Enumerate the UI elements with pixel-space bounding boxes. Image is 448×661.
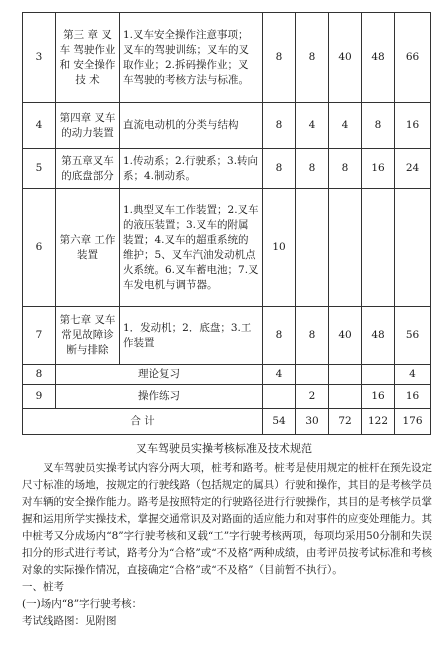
hours-cell bbox=[329, 189, 362, 307]
chapter-cell: 第三 章 叉车 驾驶作业和 安全操作技 术 bbox=[56, 13, 120, 103]
total-label: 合 计 bbox=[23, 409, 263, 435]
hours-cell bbox=[296, 365, 329, 385]
row-index: 4 bbox=[23, 103, 56, 149]
row-index: 7 bbox=[23, 307, 56, 365]
body-text bbox=[22, 460, 432, 630]
hours-cell: 48 bbox=[362, 307, 395, 365]
hours-cell: 8 bbox=[296, 13, 329, 103]
hours-cell: 40 bbox=[329, 13, 362, 103]
hours-cell: 40 bbox=[329, 307, 362, 365]
chapter-cell: 第五章叉车的底盘部分 bbox=[56, 149, 120, 189]
chapter-cell: 第七章 叉车常见故障诊断与排除 bbox=[56, 307, 120, 365]
total-hours-cell bbox=[395, 189, 431, 307]
hours-cell: 16 bbox=[362, 385, 395, 409]
practice-label: 操作练习 bbox=[56, 385, 263, 409]
hours-cell: 4 bbox=[329, 103, 362, 149]
total-hours-cell: 16 bbox=[395, 385, 431, 409]
hours-cell: 8 bbox=[263, 307, 296, 365]
hours-cell: 8 bbox=[263, 103, 296, 149]
table-row bbox=[23, 103, 431, 149]
hours-cell: 54 bbox=[263, 409, 296, 435]
content-cell: 1.传动系；2.行驶系；3.转向系；4.制动系。 bbox=[120, 149, 263, 189]
table-row bbox=[23, 149, 431, 189]
table-caption: 叉车驾驶员实操考核标准及技术规范 bbox=[136, 442, 312, 455]
route-note: 考试线路图：见附图 bbox=[22, 615, 117, 627]
table-row-review bbox=[23, 365, 431, 385]
hours-cell: 8 bbox=[263, 149, 296, 189]
hours-cell: 30 bbox=[296, 409, 329, 435]
row-index: 8 bbox=[23, 365, 56, 385]
content-cell: 1．发动机；2．底盘；3.工作装置 bbox=[120, 307, 263, 365]
hours-cell: 8 bbox=[263, 13, 296, 103]
hours-cell: 16 bbox=[362, 149, 395, 189]
hours-cell bbox=[362, 365, 395, 385]
hours-cell: 8 bbox=[296, 307, 329, 365]
table-row bbox=[23, 13, 431, 103]
intro-paragraph: 叉车驾驶员实操考试内容分两大项，桩考和路考。桩考是使用规定的桩杆在预先设定尺寸标准的场地，按规定的行驶线路（包括规定的属具）行驶和操作，其目的是考核学员对车辆的安全操作能力。路考是按照特定的行驶路径进行行驶操作，其目的是考核学员掌握和运用所学实操技术，掌握交通常识及对路面的适应能力和对事件的应变处理能力。其中桩考又分成场内“8”字行驶考核和叉载“工”字行驶考核两项，每项均采用50分制和失误扣分的形式进行考试，路考分为“合格”或“不及格”两种成绩，由考评员按考试标准和考核对象的实际操作情况，直接确定“合格”或“不及格”（目前暂不执行）。 bbox=[22, 462, 432, 576]
row-index: 5 bbox=[23, 149, 56, 189]
table-row bbox=[23, 189, 431, 307]
hours-cell bbox=[263, 385, 296, 409]
total-hours-cell: 176 bbox=[395, 409, 431, 435]
review-label: 理论复习 bbox=[56, 365, 263, 385]
row-index: 3 bbox=[23, 13, 56, 103]
total-hours-cell: 56 bbox=[395, 307, 431, 365]
hours-cell: 8 bbox=[296, 149, 329, 189]
total-hours-cell: 16 bbox=[395, 103, 431, 149]
table-row-total bbox=[23, 409, 431, 435]
total-hours-cell: 66 bbox=[395, 13, 431, 103]
hours-cell: 122 bbox=[362, 409, 395, 435]
hours-cell: 10 bbox=[263, 189, 296, 307]
row-index: 9 bbox=[23, 385, 56, 409]
hours-cell: 4 bbox=[296, 103, 329, 149]
hours-cell bbox=[329, 385, 362, 409]
hours-cell bbox=[362, 189, 395, 307]
curriculum-table bbox=[22, 12, 431, 435]
hours-cell bbox=[329, 365, 362, 385]
table-row bbox=[23, 307, 431, 365]
chapter-cell: 第六章 工作装置 bbox=[56, 189, 120, 307]
content-cell: 直流电动机的分类与结构 bbox=[120, 103, 263, 149]
hours-cell: 2 bbox=[296, 385, 329, 409]
table-row-practice bbox=[23, 385, 431, 409]
total-hours-cell: 24 bbox=[395, 149, 431, 189]
hours-cell: 8 bbox=[362, 103, 395, 149]
hours-cell: 48 bbox=[362, 13, 395, 103]
hours-cell: 72 bbox=[329, 409, 362, 435]
content-cell: 1.叉车安全操作注意事项；叉车的驾驶训练；叉车的叉取作业；2.拆码操作业；叉车驾驶的考核方法与标准。 bbox=[120, 13, 263, 103]
content-cell: 1.典型叉车工作装置；2.叉车的液压装置；3.叉车的附属装置；4.叉车的超重系统的维护；5、叉车汽油发动机点火系统。6.叉车蓄电池；7.叉车发电机与调节器。 bbox=[120, 189, 263, 307]
chapter-cell: 第四章 叉车的动力装置 bbox=[56, 103, 120, 149]
subsection-heading: (一)场内“8”字行驶考核： bbox=[22, 598, 143, 610]
hours-cell: 8 bbox=[329, 149, 362, 189]
hours-cell: 4 bbox=[263, 365, 296, 385]
section-heading: 一、桩考 bbox=[22, 581, 64, 593]
total-hours-cell: 4 bbox=[395, 365, 431, 385]
hours-cell bbox=[296, 189, 329, 307]
row-index: 6 bbox=[23, 189, 56, 307]
